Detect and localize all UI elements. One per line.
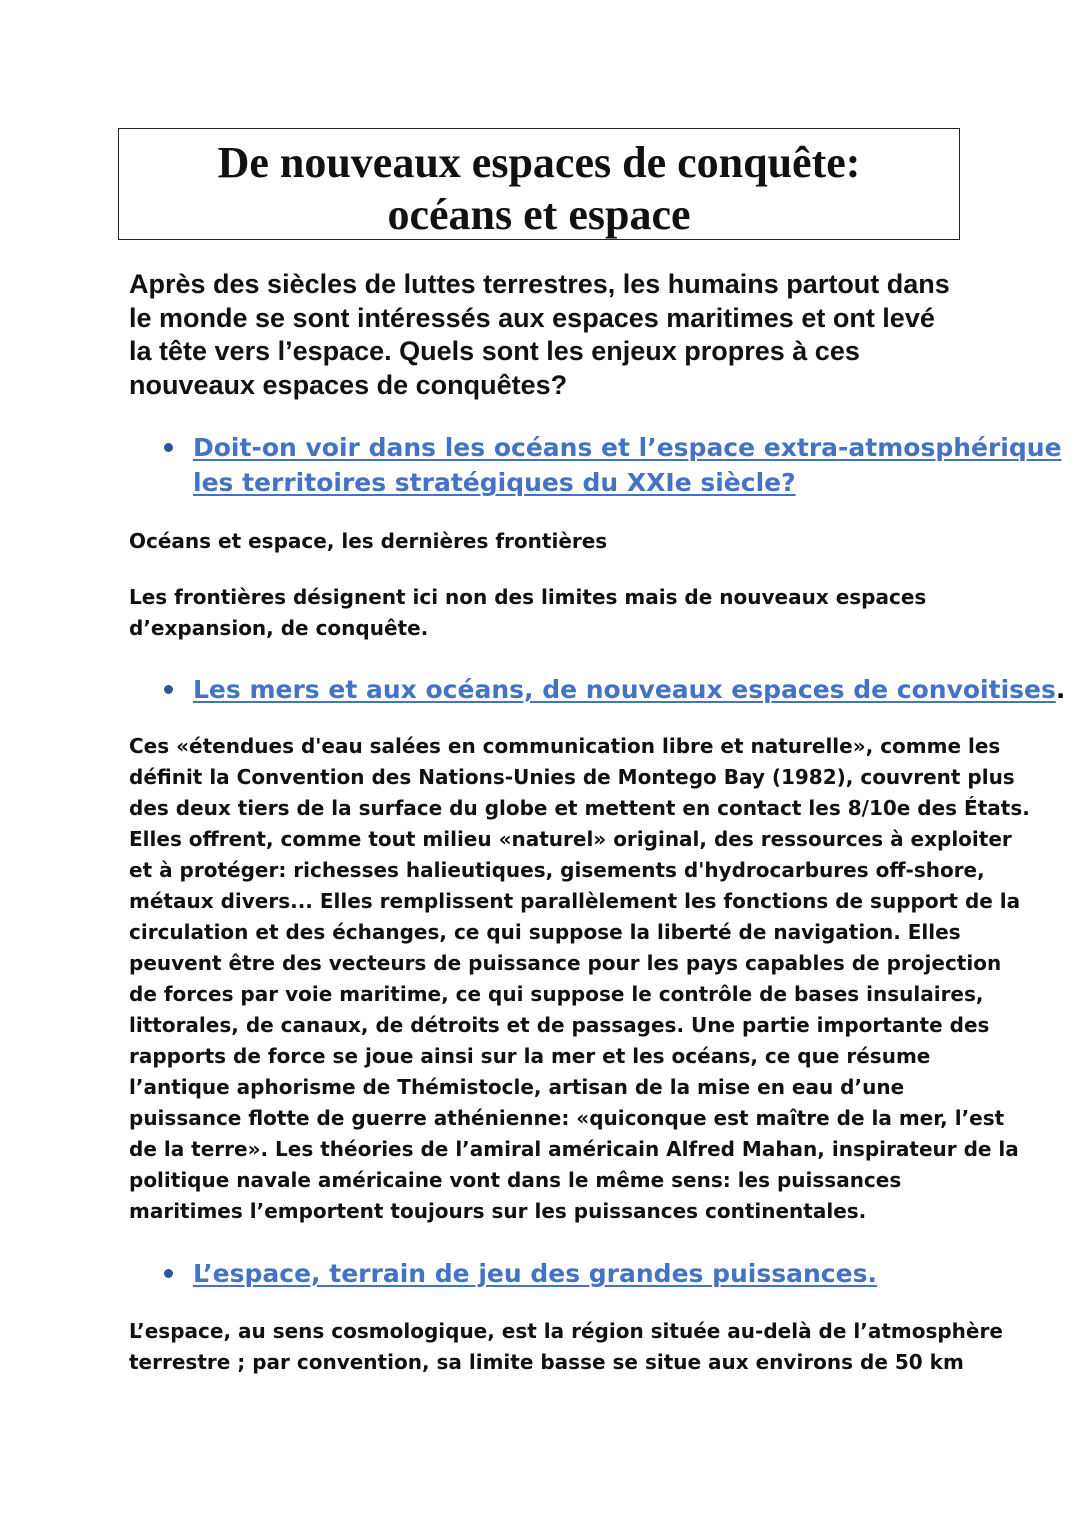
text-line: et à protéger: richesses halieutiques, gisements d'hydrocarbures off-shore, — [129, 858, 985, 882]
text-line: l’antique aphorisme de Thémistocle, artisan de la mise en eau d’une — [129, 1075, 905, 1099]
link-seas-oceans[interactable]: Les mers et aux océans, de nouveaux espaces de convoitises — [193, 675, 1056, 704]
text-line: Les frontières désignent ici non des limites mais de nouveaux espaces — [129, 585, 927, 609]
link-space-powers[interactable]: L’espace, terrain de jeu des grandes puissances. — [193, 1259, 877, 1288]
text-line: terrestre ; par convention, sa limite basse se situe aux environs de 50 km — [129, 1350, 964, 1374]
link-trailing-period: . — [1055, 675, 1066, 704]
title-line-2: océans et espace — [387, 190, 691, 239]
espace-paragraph — [129, 1316, 1003, 1378]
bullet-icon — [164, 685, 173, 694]
text-line: de forces par voie maritime, ce qui suppose le contrôle de bases insulaires, — [129, 982, 984, 1006]
frontieres-paragraph — [129, 582, 979, 644]
text-line: d’expansion, de conquête. — [129, 616, 429, 640]
text-line: Ces «étendues d'eau salées en communication libre et naturelle», comme les — [129, 734, 1001, 758]
link-strategic-territories[interactable] — [193, 430, 1062, 500]
text-line: circulation et des échanges, ce qui suppose la liberté de navigation. Elles — [129, 920, 961, 944]
bullet-icon — [164, 1269, 173, 1278]
text-line: peuvent être des vecteurs de puissance pour les pays capables de projection — [129, 951, 1002, 975]
text-line: définit la Convention des Nations-Unies de Montego Bay (1982), couvrent plus — [129, 765, 1015, 789]
text-line: maritimes l’emportent toujours sur les puissances continentales. — [129, 1199, 867, 1223]
title-line-1: De nouveaux espaces de conquête: — [217, 138, 861, 187]
text-line: des deux tiers de la surface du globe et mettent en contact les 8/10e des États. — [129, 796, 1030, 820]
oceans-paragraph — [129, 731, 1030, 1227]
text-line: de la terre». Les théories de l’amiral américain Alfred Mahan, inspirateur de la — [129, 1137, 1019, 1161]
link-line-2: les territoires stratégiques du XXIe siècle? — [193, 468, 796, 497]
text-line: Elles offrent, comme tout milieu «naturel» original, des ressources à exploiter — [129, 827, 1012, 851]
text-line: puissance flotte de guerre athénienne: «quiconque est maître de la mer, l’est — [129, 1106, 1005, 1130]
bullet-icon — [164, 443, 173, 452]
text-line: métaux divers... Elles remplissent parallèlement les fonctions de support de la — [129, 889, 1021, 913]
bullet-item-seas-oceans — [164, 672, 1065, 707]
text-line: rapports de force se joue ainsi sur la mer et les océans, ce que résume — [129, 1044, 931, 1068]
intro-paragraph: Après des siècles de luttes terrestres, les humains partout dans le monde se sont intéressés aux espaces maritimes et ont levé la tête vers l’espace. Quels sont les enjeux propres à ces nouveaux espaces de conquêtes? — [129, 269, 950, 400]
section-heading: Océans et espace, les dernières frontières — [129, 529, 608, 553]
bullet-item-space-powers — [164, 1256, 877, 1291]
link-line-1: Doit-on voir dans les océans et l’espace extra-atmosphérique — [193, 433, 1062, 462]
text-line: littorales, de canaux, de détroits et de passages. Une partie importante des — [129, 1013, 990, 1037]
bullet-item-strategic-territories — [164, 430, 1062, 500]
text-line: politique navale américaine vont dans le même sens: les puissances — [129, 1168, 902, 1192]
text-line: L’espace, au sens cosmologique, est la région située au-delà de l’atmosphère — [129, 1319, 1003, 1343]
title-box — [118, 128, 960, 240]
